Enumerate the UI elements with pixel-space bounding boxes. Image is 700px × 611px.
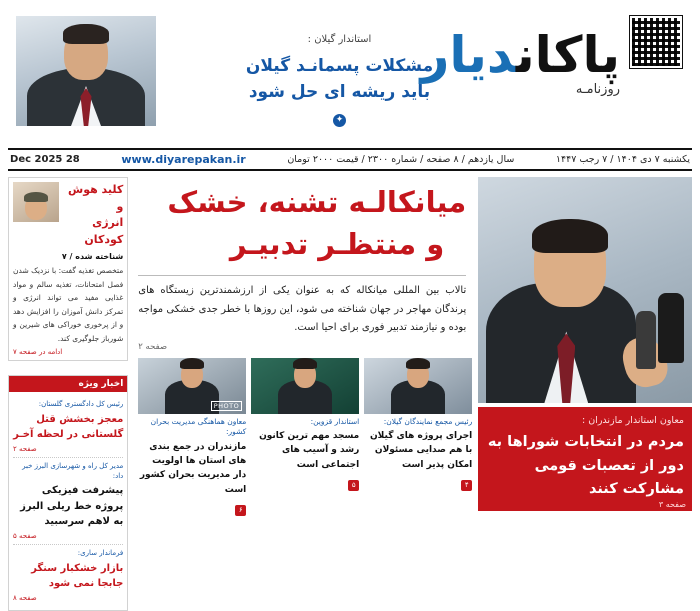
highlight-thumbnail bbox=[13, 182, 59, 222]
front-page-content bbox=[8, 177, 692, 602]
highlight-title-line2: انرژی کودکان bbox=[84, 216, 124, 246]
news-title-3: بازار خشکبار سنگر جابجا نمی شود bbox=[31, 562, 124, 590]
thumb-page-badge-3: ۶ bbox=[235, 505, 246, 516]
thumb-hair bbox=[180, 358, 204, 369]
column-right bbox=[478, 177, 692, 511]
microphone-icon-secondary bbox=[636, 311, 656, 369]
governor-portrait-photo bbox=[16, 16, 156, 126]
thumbnail-photo-2 bbox=[251, 358, 359, 414]
news-title-1: معجز بخشش قتل گلستانی در لحظه آخـر bbox=[13, 413, 124, 441]
special-news-body bbox=[9, 392, 127, 610]
lead-caption-title: مردم در انتخابات شوراها به دور از تعصبات قومی مشارکت کنند bbox=[487, 434, 684, 497]
lead-caption-kicker: معاون استاندار مازندران : bbox=[581, 415, 684, 427]
news-kicker-3: فرماندار ساری: bbox=[77, 548, 124, 557]
news-page-ref-2: صفحه ۵ bbox=[13, 531, 37, 540]
highlight-hair bbox=[24, 192, 48, 202]
list-item[interactable] bbox=[364, 358, 472, 517]
thumb-page-badge-2: ۵ bbox=[348, 480, 359, 491]
highlight-title-line1: کلید هوش و bbox=[68, 183, 124, 213]
masthead-headline-line1: مشکلات پسمانـد گیلان bbox=[245, 56, 434, 76]
list-item[interactable] bbox=[251, 358, 359, 517]
issue-date-fa: یکشنبه ۷ دی ۱۴۰۴ / ۷ رجب ۱۴۴۷ bbox=[555, 154, 690, 165]
column-left bbox=[8, 177, 128, 602]
thumbnail-photo-3 bbox=[138, 358, 246, 414]
logo-main-text: پاکان bbox=[515, 26, 620, 84]
highlight-section-label: شناخته شده / ۷ bbox=[61, 252, 124, 261]
news-page-ref-3: صفحه ۸ bbox=[13, 593, 37, 602]
issue-date-en: 28 Dec 2025 bbox=[10, 154, 80, 165]
lede-title-line1: میانکالـه تشنه، خشک bbox=[167, 185, 467, 219]
lede-divider bbox=[138, 275, 466, 276]
news-kicker-1: رئیس کل دادگستری گلستان: bbox=[38, 400, 124, 408]
lede-title-line2: و منتظـر تدبیـر bbox=[229, 227, 445, 262]
news-kicker-2: مدیر کل راه و شهرسازی البرز خبر داد: bbox=[22, 461, 124, 480]
thumb-title-1: اجرای پروژه های گیلان با هم صدایی مسئولان امکان پذیر است bbox=[370, 431, 473, 470]
thumbnail-photo-1 bbox=[364, 358, 472, 414]
lede-page-ref: صفحه ۲ bbox=[138, 341, 168, 352]
column-middle bbox=[134, 177, 473, 515]
lead-photo-hair bbox=[532, 219, 608, 253]
masthead bbox=[8, 6, 692, 146]
lede-body-text: تالاب بین المللی میانکاله که به عنوان یکی از ارزشمندترین زیستگاه های پرندگان مهاجر در جهان شناخته می شود، این روزها با خطر جدی خشکی مواجه بوده و نیازمند تدبیر فوری برای احیا است. bbox=[138, 285, 467, 334]
thumb-title-3: مازندران در جمع بندی های استان ها اولویت دار مدیریت بحران کشور است bbox=[139, 441, 247, 495]
special-news-box bbox=[8, 375, 128, 611]
website-url[interactable]: www.diyarepakan.ir bbox=[121, 153, 246, 166]
list-item[interactable] bbox=[13, 545, 123, 606]
masthead-headline bbox=[222, 34, 457, 127]
portrait-hair bbox=[63, 24, 109, 44]
photo-tag-badge: PHOTO bbox=[211, 401, 243, 411]
special-news-header: اخبار ویژه bbox=[9, 376, 127, 392]
lead-photo bbox=[478, 177, 692, 403]
lead-caption-block bbox=[478, 407, 692, 511]
masthead-headline-line2: باید ریشه ای حل شود bbox=[248, 82, 431, 103]
thumb-kicker-1: رئیس مجمع نمایندگان گیلان: bbox=[383, 416, 473, 426]
thumb-hair bbox=[406, 358, 430, 369]
highlight-box[interactable] bbox=[8, 177, 128, 361]
qr-code-icon bbox=[630, 16, 682, 68]
microphone-icon bbox=[658, 293, 684, 363]
thumb-kicker-2: استاندار قزوین: bbox=[310, 416, 360, 426]
flower-icon: ✦ bbox=[333, 114, 346, 127]
lead-caption-page-ref: صفحه ۳ bbox=[658, 500, 686, 509]
issue-info-bar bbox=[8, 150, 692, 171]
thumb-kicker-3: معاون هماهنگی مدیریت بحران کشور: bbox=[150, 416, 247, 437]
lede-title bbox=[138, 181, 466, 265]
list-item[interactable] bbox=[13, 458, 123, 545]
list-item[interactable] bbox=[13, 396, 123, 458]
news-title-2: پیشرفت فیزیکی پروژه خط ریلی البرز به لاهم سرسبید bbox=[20, 485, 124, 528]
thumbnail-row bbox=[134, 358, 472, 517]
logo-accent-text: دیار bbox=[420, 26, 516, 84]
thumb-page-badge-1: ۴ bbox=[461, 480, 472, 491]
masthead-kicker: استاندار گیلان : bbox=[307, 34, 372, 45]
list-item[interactable] bbox=[138, 358, 246, 517]
highlight-box-body bbox=[9, 178, 127, 360]
news-page-ref-1: صفحه ۲ bbox=[13, 444, 37, 453]
logo-subtitle: روزنامـه bbox=[575, 82, 620, 97]
highlight-more-link[interactable]: ادامه در صفحه ۷ bbox=[13, 348, 63, 356]
issue-details: سال یازدهم / ۸ صفحه / شماره ۲۳۰۰ / قیمت ۲۰۰۰ تومان bbox=[287, 154, 515, 165]
thumb-hair bbox=[293, 358, 317, 369]
highlight-text: متخصص تغذیه گفت: با نزدیک شدن فصل امتحانات، تغذیه سالم و مواد غذایی مفید می تواند انرژی و تمرکز دانش آموزان را افزایش دهد و از پرخوری خوراکی های شیرین و شورباز جلوگیری کند. bbox=[13, 266, 124, 343]
lede-article bbox=[134, 177, 472, 352]
thumb-title-2: مسجد مهم ترین کانون رشد و آسیب های اجتماعی است bbox=[259, 431, 360, 470]
